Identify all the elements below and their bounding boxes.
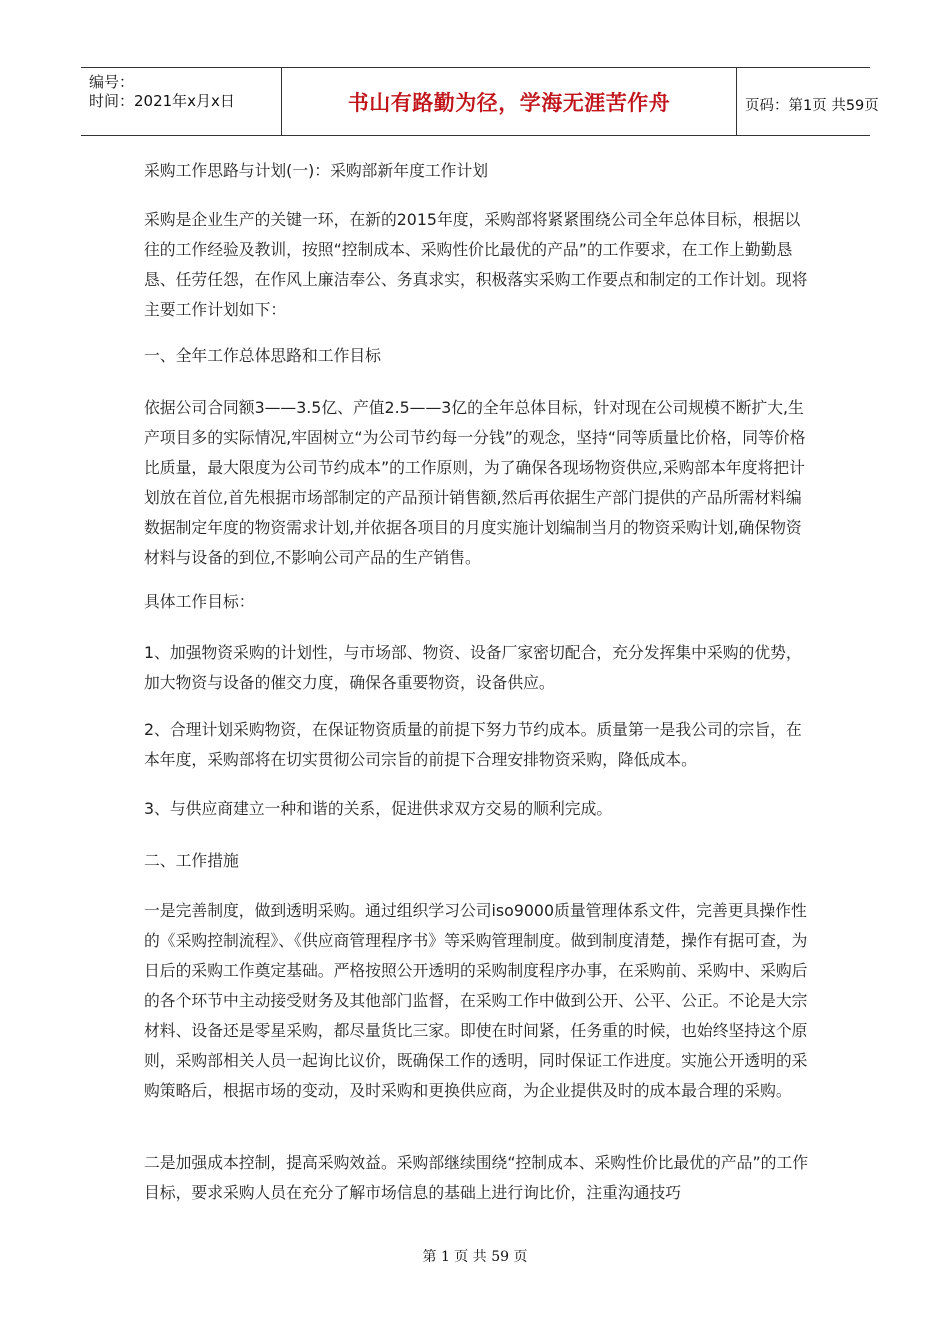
section-heading-2: 二、工作措施 bbox=[144, 851, 239, 870]
paragraph-overall-goals: 依据公司合同额3——3.5亿、产值2.5——3亿的全年总体目标，针对现在公司规模不断扩大,生产项目多的实际情况,牢固树立“为公司节约每一分钱”的观念，坚持“同等质量比价格，同等价格比质量，最大限度为公司节约成本”的工作原则，为了确保各现场物资供应,采购部本年度将把计划放在首位,首先根据市场部制定的产品预计销售额,然后再依据生产部门提供的产品所需材料编数据制定年度的物资需求计划,并依据各项目的月度实施计划编制当月的物资采购计划,确保物资材料与设备的到位,不影响公司产品的生产销售。 bbox=[144, 398, 806, 567]
header-info-cell bbox=[81, 68, 281, 135]
paragraph-measure-1: 一是完善制度，做到透明采购。通过组织学习公司iso9000质量管理体系文件，完善更具操作性的《采购控制流程》、《供应商管理程序书》等采购管理制度。做到制度清楚，操作有据可查，为日后的采购工作奠定基础。严格按照公开透明的采购制度程序办事，在采购前、采购中、采购后的各个环节中主动接受财务及其他部门监督，在采购工作中做到公开、公平、公正。不论是大宗材料、设备还是零星采购，都尽量货比三家。即使在时间紧，任务重的时候，也始终坚持这个原则，采购部相关人员一起询比议价，既确保工作的透明，同时保证工作进度。实施公开透明的采购策略后，根据市场的变动，及时采购和更换供应商，为企业提供及时的成本最合理的采购。 bbox=[144, 901, 808, 1100]
section-heading-1: 一、全年工作总体思路和工作目标 bbox=[144, 346, 381, 365]
paragraph-intro: 采购是企业生产的关键一环，在新的2015年度，采购部将紧紧围绕公司全年总体目标，根据以往的工作经验及教训，按照“控制成本、采购性价比最优的产品”的工作要求，在工作上勤勤恳恳、任劳任怨，在作风上廉洁奉公、务真求实，积极落实采购工作要点和制定的工作计划。现将主要工作计划如下： bbox=[144, 210, 808, 319]
list-item-goal-1: 1、加强物资采购的计划性，与市场部、物资、设备厂家密切配合，充分发挥集中采购的优势，加大物资与设备的催交力度，确保各重要物资，设备供应。 bbox=[144, 643, 802, 692]
page-footer: 第 1 页 共 59 页 bbox=[422, 1249, 528, 1265]
header-page-cell bbox=[737, 68, 879, 135]
document-title: 采购工作思路与计划(一)：采购部新年度工作计划 bbox=[144, 161, 489, 180]
subheading-specific-goals: 具体工作目标： bbox=[144, 592, 255, 611]
paragraph-measure-2: 二是加强成本控制，提高采购效益。采购部继续围绕“控制成本、采购性价比最优的产品”的工作目标，要求采购人员在充分了解市场信息的基础上进行询比价，注重沟通技巧 bbox=[144, 1153, 809, 1202]
document-date-label: 时间：2021年x月x日 bbox=[89, 92, 235, 110]
document-header bbox=[81, 67, 879, 136]
list-item-goal-3: 3、与供应商建立一种和谐的关系，促进供求双方交易的顺利完成。 bbox=[144, 799, 613, 818]
header-motto: 书山有路勤为径，学海无涯苦作舟 bbox=[347, 90, 671, 115]
header-page-info: 页码：第1页 共59页 bbox=[745, 98, 879, 114]
header-motto-cell bbox=[281, 68, 737, 135]
document-number-label: 编号： bbox=[89, 73, 135, 91]
list-item-goal-2: 2、合理计划采购物资，在保证物资质量的前提下努力节约成本。质量第一是我公司的宗旨，在本年度，采购部将在切实贯彻公司宗旨的前提下合理安排物资采购，降低成本。 bbox=[144, 720, 802, 769]
